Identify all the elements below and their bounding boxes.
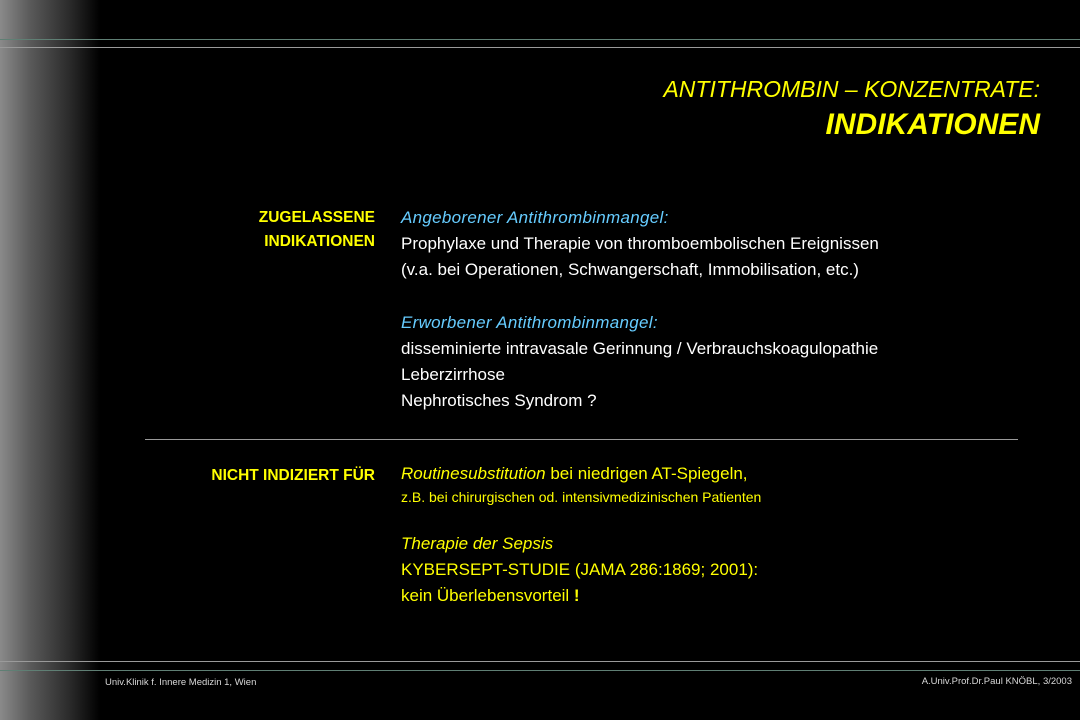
acquired-line-2: Leberzirrhose	[401, 365, 505, 384]
kybersept-study-line: KYBERSEPT-STUDIE (JAMA 286:1869; 2001):	[401, 560, 759, 579]
section-label-approved	[259, 206, 375, 254]
congenital-deficiency-heading: Angeborener Antithrombinmangel:	[401, 208, 669, 227]
sepsis-heading: Therapie der Sepsis	[401, 534, 554, 553]
approved-indications-block	[401, 205, 879, 414]
footer-institution: Univ.Klinik f. Innere Medizin 1, Wien	[105, 677, 257, 688]
congenital-line-1: Prophylaxe und Therapie von thromboembolischen Ereignissen	[401, 234, 879, 253]
section-label-approved-line2: INDIKATIONEN	[264, 233, 375, 250]
side-gradient-bar	[0, 0, 100, 720]
bottom-rule-gray	[0, 661, 1080, 662]
footer-author: A.Univ.Prof.Dr.Paul KNÖBL, 3/2003	[921, 676, 1072, 687]
top-rule-gray	[0, 47, 1080, 48]
not-indicated-block	[401, 461, 761, 609]
survival-result-mark: !	[569, 586, 580, 605]
survival-result-text: kein Überlebensvorteil	[401, 586, 570, 605]
acquired-line-1: disseminierte intravasale Gerinnung / Verbrauchskoagulopathie	[401, 339, 879, 358]
routine-example-line: z.B. bei chirurgischen od. intensivmedizinischen Patienten	[401, 489, 762, 505]
slide-title-line2: INDIKATIONEN	[825, 108, 1040, 141]
survival-result-line	[401, 583, 761, 609]
bottom-rule-teal	[0, 670, 1080, 671]
section-divider	[145, 439, 1018, 440]
routine-substitution-term: Routinesubstitution	[401, 464, 546, 483]
section-label-not-indicated: NICHT INDIZIERT FÜR	[211, 467, 375, 484]
acquired-deficiency-heading: Erworbener Antithrombinmangel:	[401, 313, 658, 332]
top-rule-teal	[0, 39, 1080, 40]
section-label-approved-line1: ZUGELASSENE	[258, 209, 375, 226]
slide-title-line1: ANTITHROMBIN – KONZENTRATE:	[663, 76, 1040, 102]
routine-substitution-rest: bei niedrigen AT-Spiegeln,	[545, 464, 748, 483]
acquired-line-3: Nephrotisches Syndrom ?	[401, 391, 597, 410]
routine-substitution-line	[401, 461, 761, 487]
congenital-line-2: (v.a. bei Operationen, Schwangerschaft, Immobilisation, etc.)	[401, 260, 859, 279]
